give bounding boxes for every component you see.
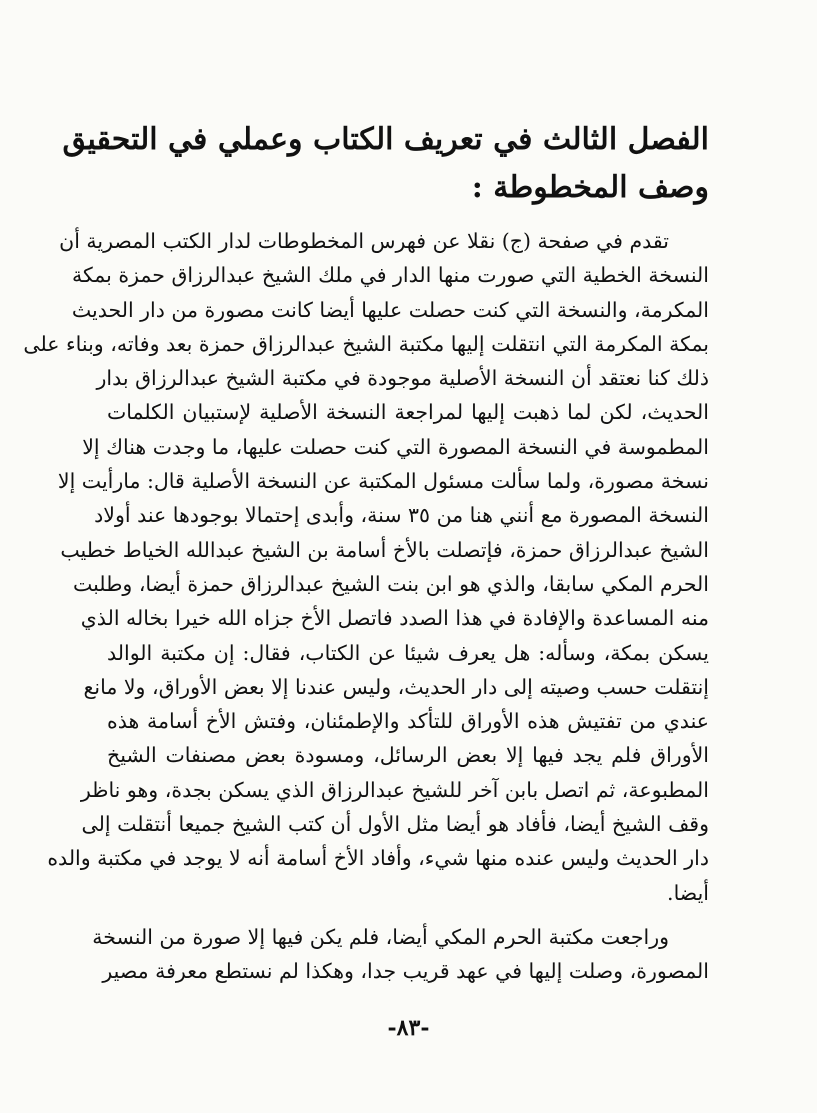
text-line: المطموسة في النسخة المصورة التي كنت حصلت عليها، ما وجدت هناك إلا (82, 434, 709, 459)
text-line: تقدم في صفحة (ج) نقلا عن فهرس المخطوطات لدار الكتب المصرية أن (59, 229, 669, 253)
text-line: المطبوعة، ثم اتصل بابن آخر للشيخ عبدالرزاق الذي يسكن بجدة، وهو ناظر (80, 777, 709, 802)
text-line: عندي من تفتيش هذه الأوراق للتأكد والإطمئنان، وفتش الأخ أسامة هذه (107, 709, 709, 734)
text-line: يسكن بمكة، وسأله: هل يعرف شيئا عن الكتاب، فقال: إن مكتبة الوالد (107, 640, 709, 665)
text-line: نسخة مصورة، ولما سألت مسئول المكتبة عن النسخة الأصلية قال: مارأيت إلا (57, 469, 709, 494)
text-line: بمكة المكرمة التي انتقلت إليها مكتبة الشيخ عبدالرزاق حمزة بعد وفاته، وبناء على (23, 331, 709, 356)
text-line: وقف الشيخ أيضا، فأفاد هو أيضا مثل الأول أن كتب الشيخ جميعا أنتقلت إلى (81, 812, 709, 837)
text-line: المكرمة، والنسخة التي كنت حصلت عليها أيضا كانت مصورة من دار الحديث (71, 297, 709, 322)
text-line: النسخة الخطية التي صورت منها الدار في ملك الشيخ عبدالرزاق حمزة بمكة (71, 263, 709, 288)
text-line: دار الحديث وليس عنده منها شيء، وأفاد الأخ أسامة أنه لا يوجد في مكتبة والده (47, 846, 709, 871)
text-line: الشيخ عبدالرزاق حمزة، فإتصلت بالأخ أسامة بن الشيخ عبدالله الخياط خطيب (60, 537, 709, 562)
text-line: المصورة، وصلت إليها في عهد قريب جدا، وهكذا لم نستطع معرفة مصير (102, 959, 709, 984)
section-title: وصف المخطوطة : (471, 170, 709, 205)
text-line: النسخة المصورة مع أنني هنا من ٣٥ سنة، وأبدى إحتمالا بوجودها عند أولاد (94, 503, 709, 528)
page-number: -٨٣- (387, 1015, 430, 1041)
chapter-title: الفصل الثالث في تعريف الكتاب وعملي في التحقيق (62, 122, 709, 157)
text-line: إنتقلت حسب وصيته إلى دار الحديث، وليس عندنا إلا بعض الأوراق، ولا مانع (83, 674, 709, 699)
text-line: وراجعت مكتبة الحرم المكي أيضا، فلم يكن فيها إلا صورة من النسخة (92, 924, 669, 949)
text-line: منه المساعدة والإفادة في هذا الصدد فاتصل الأخ جزاه الله خيرا بخاله الذي (80, 606, 709, 631)
text-line: أيضا. (667, 880, 709, 905)
body-text (23, 224, 709, 989)
text-line: الأوراق فلم يجد فيها إلا بعض الرسائل، ومسودة بعض مصنفات الشيخ (107, 743, 709, 768)
text-line: الحديث، لكن لما ذهبت إليها لمراجعة النسخة الأصلية لإستبيان الكلمات (107, 400, 709, 425)
paragraph-gap (107, 910, 709, 920)
text-line: ذلك كنا نعتقد أن النسخة الأصلية موجودة في مكتبة الشيخ عبدالرزاق بدار (96, 366, 709, 391)
text-line: الحرم المكي سابقا، والذي هو ابن بنت الشيخ عبدالرزاق حمزة أيضا، وطلبت (72, 571, 709, 596)
